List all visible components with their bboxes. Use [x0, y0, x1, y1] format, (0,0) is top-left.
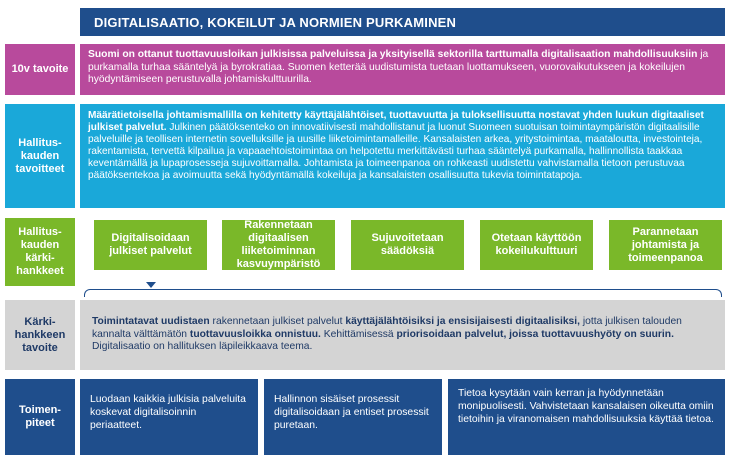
brace-tip-icon: [146, 282, 156, 288]
project-goal-seg-2: käyttäjälähtöisiksi ja ensisijaisesti digitaalisiksi,: [345, 316, 581, 327]
diagram-title: DIGITALISAATIO, KOKEILUT JA NORMIEN PURKAMINEN: [80, 8, 725, 36]
row-label-10v-goal: 10v tavoite: [5, 44, 75, 95]
brace-connector: [84, 289, 722, 297]
action-3: Tietoa kysytään vain kerran ja hyödynnetään monipuolisesti. Vahvistetaan kansalaisen oikeutta omiin tietoihin ja viranomaisen mahdollisuuksia käyttää tietoa.: [448, 379, 725, 455]
row-content-government-goals: [80, 104, 725, 208]
row-label-project-goal: Kärki-hankkeen tavoite: [5, 300, 75, 370]
project-goal-seg-7: Digitalisaatio on hallituksen läpileikkaava teema.: [92, 341, 313, 353]
action-1: Luodaan kaikkia julkisia palveluita koskevat digitalisoinnin periaatteet.: [80, 379, 258, 455]
key-project-4: Otetaan käyttöön kokeilukulttuuri: [480, 220, 593, 270]
goal-10v-bold-text: Suomi on ottanut tuottavuusloikan julkisissa palveluissa ja yksityisellä sektorilla tarttumalla digitalisaation mahdollisuuksiin: [88, 49, 698, 60]
key-project-2: Rakennetaan digitaalisen liiketoiminnan kasvuympäristö: [222, 220, 335, 270]
key-project-1: Digitalisoidaan julkiset palvelut: [94, 220, 207, 270]
project-goal-seg-3: jotta julkisen talouden kannalta välttämätön: [92, 316, 682, 340]
row-label-key-projects: Hallitus-kauden kärki-hankkeet: [5, 218, 75, 286]
goal-10v-text: ja purkamalla turhaa sääntelyä ja byrokratiaa. Suomen ketterää uudistumista tuetaan luottamukseen, vuorovaikutukseen ja kokeilujen hyödyntämiseen perustuvalla johtamiskulttuurilla.: [88, 49, 709, 86]
row-label-government-goals: Hallitus-kauden tavoitteet: [5, 104, 75, 208]
key-project-5: Parannetaan johtamista ja toimeenpanoa: [609, 220, 722, 270]
action-2: Hallinnon sisäiset prosessit digitalisoidaan ja entiset prosessit puretaan.: [264, 379, 442, 455]
project-goal-seg-0: Toimintatavat uudistaen: [92, 316, 210, 327]
project-goal-seg-1: rakennetaan julkiset palvelut: [209, 316, 346, 327]
row-label-actions: Toimen-piteet: [5, 379, 75, 455]
project-goal-seg-5: Kehittämisessä: [320, 328, 397, 340]
row-content-project-goal: [80, 300, 725, 370]
key-project-3: Sujuvoitetaan säädöksiä: [351, 220, 464, 270]
gov-goals-text: Julkinen päätöksenteko on innovatiivisesti mahdollistanut ja luonut Suomeen suotuisan toimintaympäristön digitaalisille palveluille ja teollisen internetin sovelluksille ja uusille liiketoimintamalleille. Kansalaisten arkea, yritystoimintaa, maataloutta, investointeja, rakentamista, tervettä kilpailua ja vapaaehtoistoimintaa on helpotettu merkittävästi turhaa sääntelyä purkamalla, hallinnollista taakkaa keventämällä ja lupaprosesseja sujuvoittamalla. Johtamista ja toimeenpanoa on rohkeasti uudistettu vahvistamalla tietoon perustuvaa päätöksentekoa ja avoimuutta sekä hyödyntämällä kokeiluja ja kansalaisten osallisuutta tukevia toimintatapoja.: [88, 122, 703, 182]
project-goal-seg-6: priorisoidaan palvelut, joissa tuottavuushyöty on suurin.: [396, 328, 674, 340]
gov-goals-bold-text: Määrätietoisella johtamismallilla on kehitetty käyttäjälähtöiset, tuottavuutta ja tuloksellisuutta nostavat yhden luukun digitaaliset julkiset palvelut.: [88, 110, 704, 134]
row-content-10v-goal: [80, 44, 725, 95]
project-goal-seg-4: tuottavuusloikka onnistuu.: [189, 328, 321, 340]
